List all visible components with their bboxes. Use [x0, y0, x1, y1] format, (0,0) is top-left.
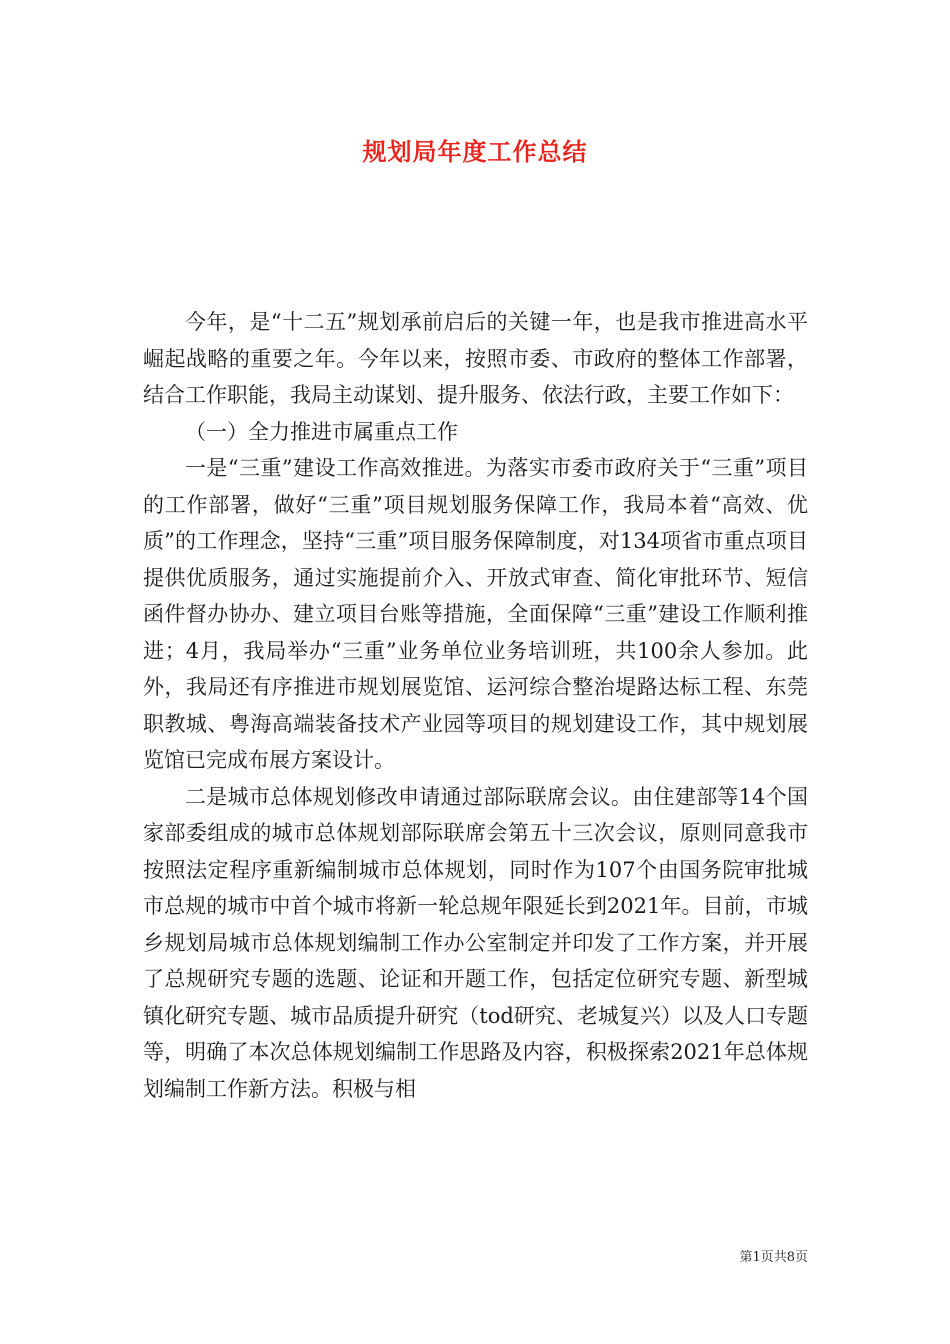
document-title: 规划局年度工作总结 — [362, 137, 588, 166]
page-indicator: 第1页共8页 — [739, 1250, 808, 1265]
paragraph-item-two: 二是城市总体规划修改申请通过部际联席会议。由住建部等14个国家部委组成的城市总体规划部际联席会第五十三次会议，原则同意我市按照法定程序重新编制城市总体规划，同时作为107个由国务院审批城市总规的城市中首个城市将新一轮总规年限延长到2021年。目前，市城乡规划局城市总体规划编制工作办公室制定并印发了工作方案，并开展了总规研究专题的选题、论证和开题工作，包括定位研究专题、新型城镇化研究专题、城市品质提升研究（tod研究、老城复兴）以及人口专题等，明确了本次总体规划编制工作思路及内容，积极探索2021年总体规划编制工作新方法。积极与相 — [143, 784, 808, 1101]
section-heading: （一）全力推进市属重点工作 — [185, 419, 458, 444]
paragraph-item-one: 一是“三重”建设工作高效推进。为落实市委市政府关于“三重”项目的工作部署，做好“三重”项目规划服务保障工作，我局本着“高效、优质”的工作理念，坚持“三重”项目服务保障制度，对134项省市重点项目提供优质服务，通过实施提前介入、开放式审查、简化审批环节、短信函件督办协办、建立项目台账等措施，全面保障“三重”建设工作顺利推进；4月，我局举办“三重”业务单位业务培训班，共100余人参加。此外，我局还有序推进市规划展览馆、运河综合整治堤路达标工程、东莞职教城、粤海高端装备技术产业园等项目的规划建设工作，其中规划展览馆已完成布展方案设计。 — [143, 456, 808, 772]
document-body — [143, 304, 808, 1107]
paragraph-intro: 今年，是“十二五”规划承前启后的关键一年，也是我市推进高水平崛起战略的重要之年。今年以来，按照市委、市政府的整体工作部署，结合工作职能，我局主动谋划、提升服务、依法行政，主要工作如下： — [143, 310, 808, 407]
